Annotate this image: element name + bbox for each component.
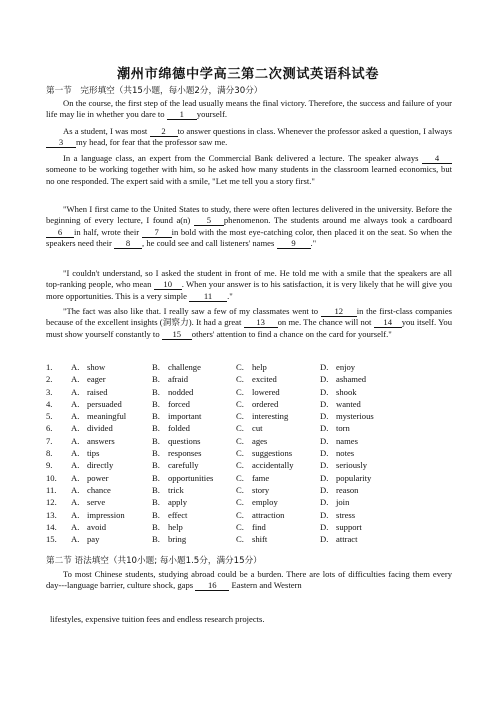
option-c: help <box>252 362 267 372</box>
option-letter-d: D. <box>320 374 329 385</box>
option-row <box>46 410 406 422</box>
option-row <box>46 459 406 471</box>
option-c: attraction <box>252 509 285 520</box>
option-letter-a: A. <box>71 448 80 459</box>
option-letter-b: B. <box>152 484 160 495</box>
option-c: ordered <box>252 398 279 409</box>
option-b: carefully <box>168 460 199 471</box>
option-a: eager <box>87 374 106 385</box>
option-b: afraid <box>168 374 189 385</box>
blank-15: 15 <box>162 329 192 340</box>
option-letter-c: C. <box>236 521 244 532</box>
option-letter-a: A. <box>71 521 80 532</box>
option-letter-c: C. <box>236 386 244 397</box>
blank-10: 10 <box>154 279 182 290</box>
question-number: 5. <box>46 411 53 422</box>
option-b: opportunities <box>168 472 214 483</box>
option-letter-d: D. <box>320 472 329 483</box>
option-d: names <box>336 435 358 446</box>
option-a: meaningful <box>87 411 127 422</box>
option-letter-a: A. <box>71 460 80 471</box>
option-letter-b: B. <box>152 472 160 483</box>
option-c: cut <box>252 423 263 434</box>
option-a: power <box>87 472 109 483</box>
option-a: directly <box>87 460 114 471</box>
option-d: torn <box>336 423 350 434</box>
option-letter-c: C. <box>236 460 244 471</box>
option-letter-a: A. <box>71 386 80 397</box>
option-row <box>46 509 406 521</box>
option-d: shook <box>336 386 357 397</box>
blank-2: 2 <box>150 126 178 137</box>
option-letter-a: A. <box>71 374 80 385</box>
passage-paragraph-3: In a language class, an expert from the Commercial Bank delivered a lecture. The speaker always 4someone to be working together with him, so he asked how many students in the classroom learned economics, but no one responded. The expert said with a smile, "Let me tell you a story first." <box>46 153 452 186</box>
option-letter-c: C. <box>236 484 244 495</box>
blank-9: 9 <box>277 238 311 249</box>
option-b: help <box>168 521 183 532</box>
option-letter-c: C. <box>236 435 244 446</box>
option-letter-a: A. <box>71 472 80 483</box>
option-letter-a: A. <box>71 435 80 446</box>
option-letter-a: A. <box>71 411 80 422</box>
option-c: story <box>252 484 270 495</box>
question-number: 13. <box>46 509 57 520</box>
option-letter-a: A. <box>71 509 80 520</box>
passage-paragraph-4: "When I first came to the United States to study, there were often lectures delivered in the university. Before the beginning of every lecture, I found a(n) 5 phenomenon. The students around me always took a cardboard 6 in half, wrote their 7 in bold with the most eye-catching color, then placed it on the seat. So when the speakers need their 8 , he could see and call listeners' names 9 ." <box>46 204 452 248</box>
option-c: suggestions <box>252 448 293 459</box>
option-row <box>46 373 406 385</box>
option-d: mysterious <box>336 411 374 422</box>
option-a: persuaded <box>87 398 122 409</box>
option-b: challenge <box>168 362 201 372</box>
option-row <box>46 435 406 447</box>
option-b: forced <box>168 398 190 409</box>
question-number: 12. <box>46 497 57 508</box>
option-d: support <box>336 521 362 532</box>
option-letter-c: C. <box>236 411 244 422</box>
option-letter-a: A. <box>71 534 80 545</box>
option-row <box>46 386 406 398</box>
option-a: pay <box>87 534 100 545</box>
option-letter-d: D. <box>320 460 329 471</box>
option-letter-c: C. <box>236 472 244 483</box>
option-letter-b: B. <box>152 398 160 409</box>
question-number: 4. <box>46 398 53 409</box>
option-letter-c: C. <box>236 362 244 372</box>
option-letter-b: B. <box>152 374 160 385</box>
option-b: questions <box>168 435 201 446</box>
option-b: trick <box>168 484 184 495</box>
option-letter-a: A. <box>71 497 80 508</box>
option-row <box>46 361 406 373</box>
option-d: join <box>336 497 350 508</box>
option-c: ages <box>252 435 268 446</box>
option-letter-d: D. <box>320 521 329 532</box>
option-a: serve <box>87 497 106 508</box>
question-number: 2. <box>46 374 53 385</box>
blank-8: 8 <box>114 238 142 249</box>
option-a: impression <box>87 509 125 520</box>
option-letter-d: D. <box>320 497 329 508</box>
option-letter-d: D. <box>320 435 329 446</box>
option-letter-d: D. <box>320 484 329 495</box>
option-a: answers <box>87 435 115 446</box>
option-b: folded <box>168 423 190 434</box>
question-number: 1. <box>46 362 53 372</box>
option-letter-d: D. <box>320 423 329 434</box>
option-letter-a: A. <box>71 362 80 372</box>
passage-paragraph-2: As a student, I was most 2 to answer questions in class. Whenever the professor asked a question, I always 3 my head, for fear that the professor saw me. <box>46 126 452 149</box>
option-d: enjoy <box>336 362 356 372</box>
passage-paragraph-1: On the course, the first step of the lead usually means the final victory. Therefore, the success and failure of your life may lie in whether you dare to 1 yourself. <box>46 98 452 120</box>
option-letter-c: C. <box>236 534 244 545</box>
option-letter-a: A. <box>71 423 80 434</box>
option-d: wanted <box>336 398 361 409</box>
option-letter-d: D. <box>320 509 329 520</box>
option-b: nodded <box>168 386 194 397</box>
option-letter-d: D. <box>320 448 329 459</box>
question-number: 14. <box>46 521 57 532</box>
option-letter-b: B. <box>152 411 160 422</box>
blank-6: 6 <box>46 227 74 238</box>
option-c: fame <box>252 472 270 483</box>
option-c: lowered <box>252 386 280 397</box>
blank-7: 7 <box>142 227 172 238</box>
option-letter-c: C. <box>236 497 244 508</box>
option-letter-b: B. <box>152 521 160 532</box>
blank-12: 12 <box>321 306 357 317</box>
blank-1: 1 <box>167 109 197 120</box>
option-row <box>46 422 406 434</box>
blank-13: 13 <box>244 317 278 328</box>
option-letter-b: B. <box>152 460 160 471</box>
section2-heading: 第二节 语法填空（共10小题; 每小题1.5分，满分15分） <box>46 556 262 566</box>
option-letter-d: D. <box>320 534 329 545</box>
option-b: responses <box>168 448 202 459</box>
option-a: avoid <box>87 521 107 532</box>
blank-4: 4 <box>422 153 452 164</box>
option-letter-d: D. <box>320 411 329 422</box>
option-letter-c: C. <box>236 423 244 434</box>
option-c: excited <box>252 374 277 385</box>
blank-5: 5 <box>194 215 224 226</box>
option-row <box>46 521 406 533</box>
option-letter-c: C. <box>236 448 244 459</box>
question-number: 11. <box>46 484 57 495</box>
option-row <box>46 472 406 484</box>
option-letter-b: B. <box>152 386 160 397</box>
option-row <box>46 533 406 545</box>
option-d: ashamed <box>336 374 367 385</box>
option-a: raised <box>87 386 108 397</box>
question-number: 6. <box>46 423 53 434</box>
passage-paragraph-5: "I couldn't understand, so I asked the student in front of me. He told me with a smile that the speakers are all top-ranking people, who mean 10 . When your answer is to his satisfaction, it is very likely that he will give you more opportunities. This is a very simple 11 ." <box>46 268 452 301</box>
option-a: divided <box>87 423 113 434</box>
option-b: bring <box>168 534 187 545</box>
options-table <box>46 361 406 545</box>
question-number: 8. <box>46 448 53 459</box>
option-letter-d: D. <box>320 398 329 409</box>
option-a: show <box>87 362 106 372</box>
option-a: chance <box>87 484 111 495</box>
option-row <box>46 447 406 459</box>
option-c: accidentally <box>252 460 294 471</box>
option-a: tips <box>87 448 100 459</box>
option-d: reason <box>336 484 359 495</box>
option-row <box>46 484 406 496</box>
option-letter-b: B. <box>152 448 160 459</box>
option-row <box>46 398 406 410</box>
question-number: 15. <box>46 534 57 545</box>
question-number: 3. <box>46 386 53 397</box>
option-b: apply <box>168 497 188 508</box>
grammar-paragraph-1: To most Chinese students, studying abroad could be a burden. There are lots of difficulties facing them every day---language barrier, culture shock, gaps 16 Eastern and Western <box>46 569 452 591</box>
option-c: interesting <box>252 411 289 422</box>
option-b: effect <box>168 509 188 520</box>
option-letter-c: C. <box>236 374 244 385</box>
exam-title: 潮州市绵德中学高三第二次测试英语科试卷 <box>117 67 379 82</box>
option-letter-a: A. <box>71 398 80 409</box>
question-number: 9. <box>46 460 53 471</box>
option-c: find <box>252 521 266 532</box>
option-d: popularity <box>336 472 372 483</box>
option-letter-a: A. <box>71 484 80 495</box>
option-c: shift <box>252 534 268 545</box>
option-b: important <box>168 411 202 422</box>
option-d: attract <box>336 534 358 545</box>
option-letter-b: B. <box>152 362 160 372</box>
option-letter-c: C. <box>236 398 244 409</box>
option-letter-b: B. <box>152 423 160 434</box>
option-d: seriously <box>336 460 368 471</box>
option-letter-b: B. <box>152 435 160 446</box>
option-letter-b: B. <box>152 509 160 520</box>
blank-11: 11 <box>189 291 227 302</box>
section1-heading: 第一节 完形填空（共15小题，每小题2分，满分30分） <box>46 86 263 96</box>
option-letter-c: C. <box>236 509 244 520</box>
question-number: 7. <box>46 435 53 446</box>
option-row <box>46 496 406 508</box>
blank-16: 16 <box>195 580 229 591</box>
option-letter-b: B. <box>152 534 160 545</box>
blank-14: 14 <box>374 317 402 328</box>
option-letter-b: B. <box>152 497 160 508</box>
blank-3: 3 <box>46 137 76 148</box>
grammar-paragraph-continuation: lifestyles, expensive tuition fees and endless research projects. <box>50 614 265 624</box>
option-letter-d: D. <box>320 386 329 397</box>
question-number: 10. <box>46 472 57 483</box>
option-d: notes <box>336 448 355 459</box>
option-d: stress <box>336 509 356 520</box>
option-letter-d: D. <box>320 362 329 372</box>
options-table-body <box>46 361 406 545</box>
passage-paragraph-6: "The fact was also like that. I really saw a few of my classmates went to 12 in the first-class companies because of the excellent insights (洞察力). It had a great 13 on me. The chance will not 14 you itself. You must show yourself constantly to 15 others' attention to find a chance on the card for yourself." <box>46 306 453 339</box>
option-c: employ <box>252 497 278 508</box>
